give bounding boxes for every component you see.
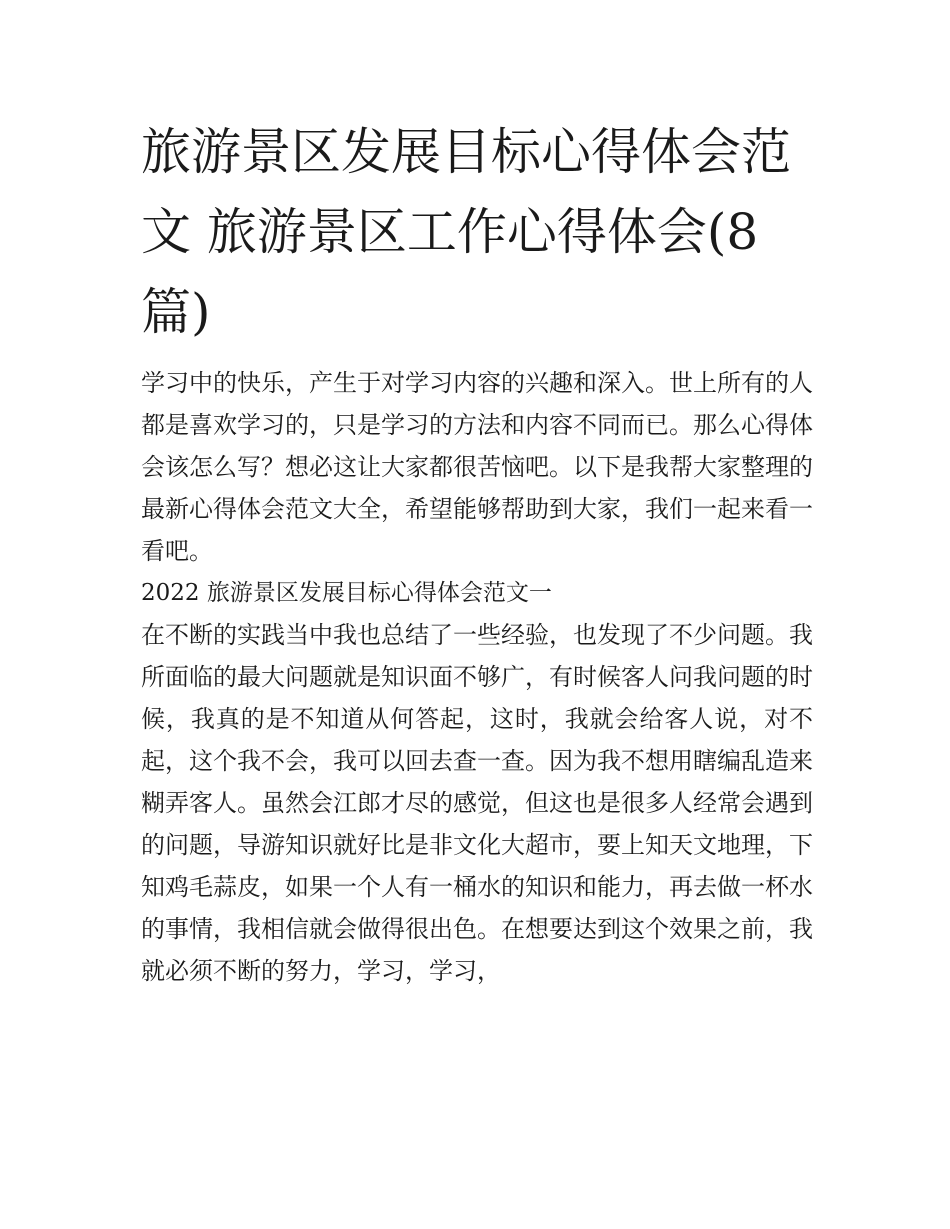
section-heading: 2022 旅游景区发展目标心得体会范文一 (141, 580, 552, 606)
document-page (141, 112, 813, 992)
intro-paragraph: 学习中的快乐，产生于对学习内容的兴趣和深入。世上所有的人都是喜欢学习的，只是学习的方法和内容不同而已。那么心得体会该怎么写？想必这让大家都很苦恼吧。以下是我帮大家整理的最新心得体会范文大全，希望能够帮助到大家，我们一起来看一看吧。 (141, 369, 813, 565)
document-title: 旅游景区发展目标心得体会范文 旅游景区工作心得体会(8篇) (141, 123, 791, 341)
body-paragraph: 在不断的实践当中我也总结了一些经验，也发现了不少问题。我所面临的最大问题就是知识面不够广，有时候客人问我问题的时候，我真的是不知道从何答起，这时，我就会给客人说，对不起，这个我不会，我可以回去查一查。因为我不想用瞎编乱造来糊弄客人。虽然会江郎才尽的感觉，但这也是很多人经常会遇到的问题，导游知识就好比是非文化大超市，要上知天文地理，下知鸡毛蒜皮，如果一个人有一桶水的知识和能力，再去做一杯水的事情，我相信就会做得很出色。在想要达到这个效果之前，我就必须不断的努力，学习，学习， (141, 621, 813, 985)
